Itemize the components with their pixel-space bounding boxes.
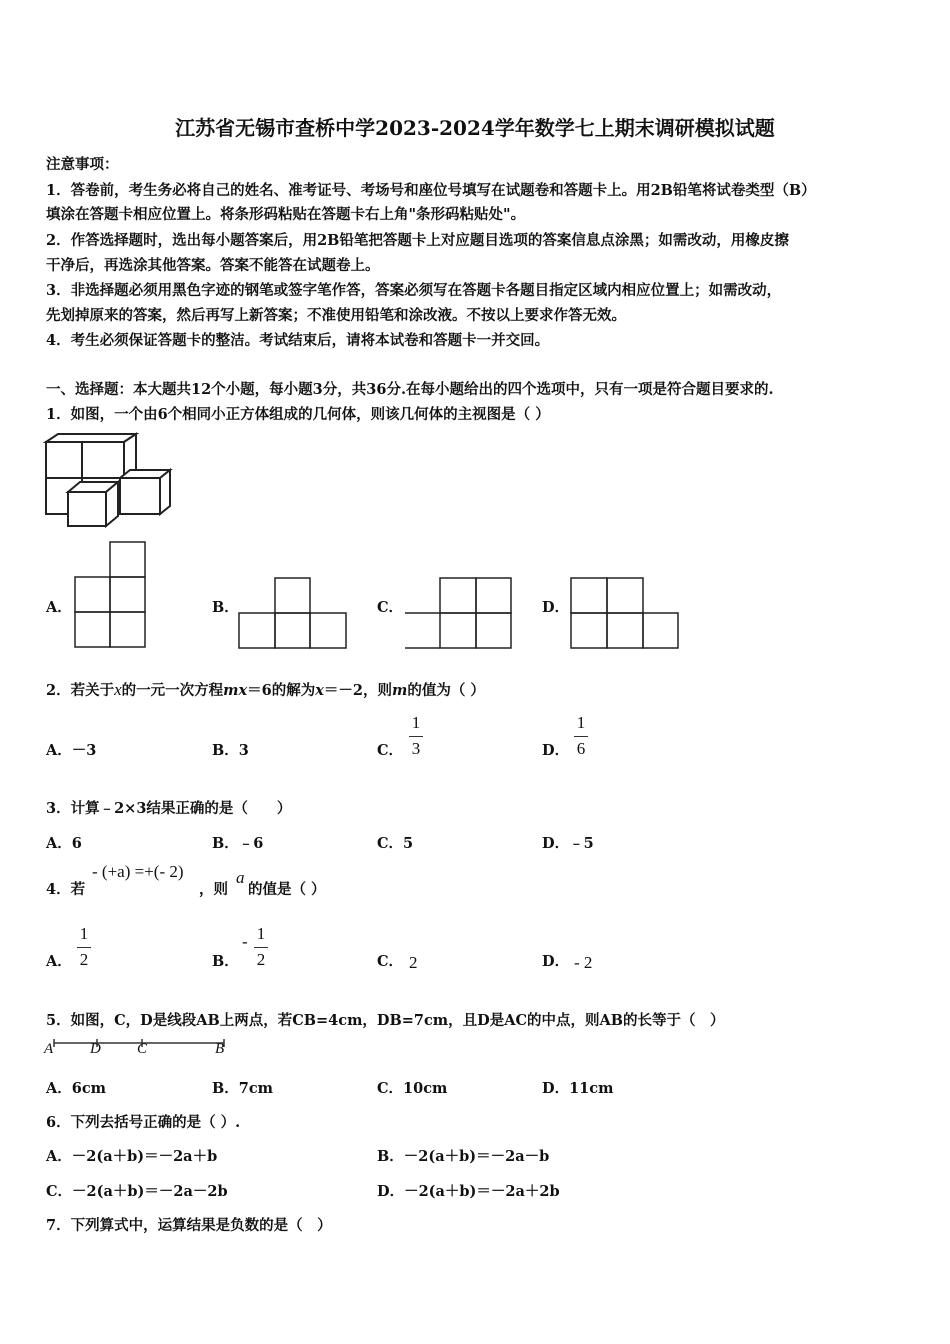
- q5-option-b[interactable]: B．7cm: [212, 1080, 274, 1097]
- question-4-stem-prefix: 4．若: [46, 881, 86, 898]
- question-7-stem: 7．下列算式中，运算结果是负数的是（ ）: [46, 1217, 332, 1234]
- q6-option-c[interactable]: C．－2(a＋b)＝－2a－2b: [46, 1183, 228, 1200]
- notice-line: 3．非选择题必须用黑色字迹的钢笔或签字笔作答，答案必须写在答题卡各题目指定区域内相应位置上；如需改动，: [46, 282, 782, 299]
- fraction-denominator: 2: [256, 950, 266, 969]
- fraction-bar: [574, 736, 588, 737]
- notice-line: 1．答卷前，考生务必将自己的姓名、准考证号、考场号和座位号填写在试题卷和答题卡上。用2B铅笔将试卷类型（B）: [46, 182, 816, 199]
- q4-option-a[interactable]: A．: [46, 953, 72, 970]
- q1-option-b[interactable]: B．: [212, 599, 239, 616]
- q1-option-a-figure: [74, 541, 146, 649]
- fraction-numerator: 1: [256, 924, 266, 943]
- q4-variable: a: [236, 868, 245, 887]
- notice-line: 2．作答选择题时，选出每小题答案后，用2B铅笔把答题卡上对应题目选项的答案信息点涂黑；如需改动，用橡皮擦: [46, 232, 789, 249]
- q5-point-label: A: [44, 1041, 54, 1057]
- q3-option-c[interactable]: C．5: [377, 835, 414, 852]
- q4-option-c[interactable]: C．: [377, 953, 404, 970]
- q4-option-b-fraction: [254, 925, 268, 971]
- notice-line: 4．考生必须保证答题卡的整洁。考试结束后，请将本试卷和答题卡一并交回。: [46, 332, 550, 349]
- notice-line: 先划掉原来的答案，然后再写上新答案；不准使用铅笔和涂改液。不按以上要求作答无效。: [46, 307, 626, 324]
- q1-option-b-figure: [238, 577, 348, 649]
- fraction-denominator: 2: [79, 950, 89, 969]
- q5-point-label: D: [90, 1041, 101, 1057]
- q2-option-a[interactable]: A．－3: [46, 742, 97, 759]
- q4-option-d-value: - 2: [574, 953, 593, 972]
- question-6-stem: 6．下列去括号正确的是（ ）.: [46, 1114, 241, 1131]
- q1-option-c-figure: [404, 577, 514, 649]
- q3-option-b[interactable]: B．﹣6: [212, 835, 264, 852]
- question-2-stem: 2．若关于x的一元一次方程mx＝6的解为x＝－2，则m的值为（ ）: [46, 680, 485, 699]
- fraction-numerator: 1: [411, 713, 421, 732]
- q1-cube-figure: [44, 432, 176, 528]
- fraction-bar: [254, 947, 268, 948]
- fraction-bar: [77, 947, 91, 948]
- fraction-denominator: 3: [411, 739, 421, 758]
- notice-line: 填涂在答题卡相应位置上。将条形码粘贴在答题卡右上角"条形码粘贴处"。: [46, 206, 526, 223]
- q3-option-a[interactable]: A．6: [46, 835, 82, 852]
- q6-option-d[interactable]: D．－2(a＋b)＝－2a＋2b: [377, 1183, 560, 1200]
- question-1-stem: 1．如图，一个由6个相同小正方体组成的几何体，则该几何体的主视图是（ ）: [46, 406, 550, 423]
- fraction-numerator: 1: [79, 924, 89, 943]
- q4-option-d[interactable]: D．: [542, 953, 570, 970]
- page-title: 江苏省无锡市查桥中学2023-2024学年数学七上期末调研模拟试题: [175, 116, 775, 140]
- question-4-stem-suffix: 的值是（ ）: [248, 881, 326, 898]
- question-5-stem: 5．如图，C，D是线段AB上两点，若CB=4cm，DB=7cm，且D是AC的中点，则AB的长等于（ ）: [46, 1012, 725, 1029]
- q4-option-b-sign: -: [242, 932, 248, 951]
- q4-formula: - (+a) =+(- 2): [92, 862, 184, 881]
- q5-option-d[interactable]: D．11cm: [542, 1080, 614, 1097]
- q5-option-c[interactable]: C．10cm: [377, 1080, 448, 1097]
- q4-option-b[interactable]: B．: [212, 953, 239, 970]
- q4-option-a-fraction: [77, 925, 91, 971]
- q2-option-c[interactable]: C．: [377, 742, 404, 759]
- q6-option-a[interactable]: A．－2(a＋b)＝－2a＋b: [46, 1148, 218, 1165]
- q1-option-d-figure: [570, 577, 680, 649]
- q4-option-c-value: 2: [409, 953, 418, 972]
- notice-heading: 注意事项：: [46, 156, 119, 173]
- section-heading: 一、选择题：本大题共12个小题，每小题3分，共36分.在每小题给出的四个选项中，只有一项是符合题目要求的.: [46, 381, 774, 398]
- q2-option-d-fraction: [574, 714, 588, 760]
- q5-point-label: C: [137, 1041, 148, 1057]
- fraction-numerator: 1: [576, 713, 586, 732]
- q1-option-a[interactable]: A．: [46, 599, 72, 616]
- question-4-stem-mid: ，则: [199, 881, 228, 898]
- q1-option-c[interactable]: C．: [377, 599, 404, 616]
- q2-option-b[interactable]: B．3: [212, 742, 249, 759]
- q2-option-d[interactable]: D．: [542, 742, 570, 759]
- q5-option-a[interactable]: A．6cm: [46, 1080, 107, 1097]
- q2-option-c-fraction: [409, 714, 423, 760]
- fraction-bar: [409, 736, 423, 737]
- q5-point-label: B: [215, 1041, 225, 1057]
- q1-option-d[interactable]: D．: [542, 599, 570, 616]
- q3-option-d[interactable]: D．﹣5: [542, 835, 594, 852]
- q6-option-b[interactable]: B．－2(a＋b)＝－2a－b: [377, 1148, 550, 1165]
- question-3-stem: 3．计算﹣2×3结果正确的是（ ）: [46, 800, 292, 817]
- notice-line: 干净后，再选涂其他答案。答案不能答在试题卷上。: [46, 257, 380, 274]
- fraction-denominator: 6: [576, 739, 586, 758]
